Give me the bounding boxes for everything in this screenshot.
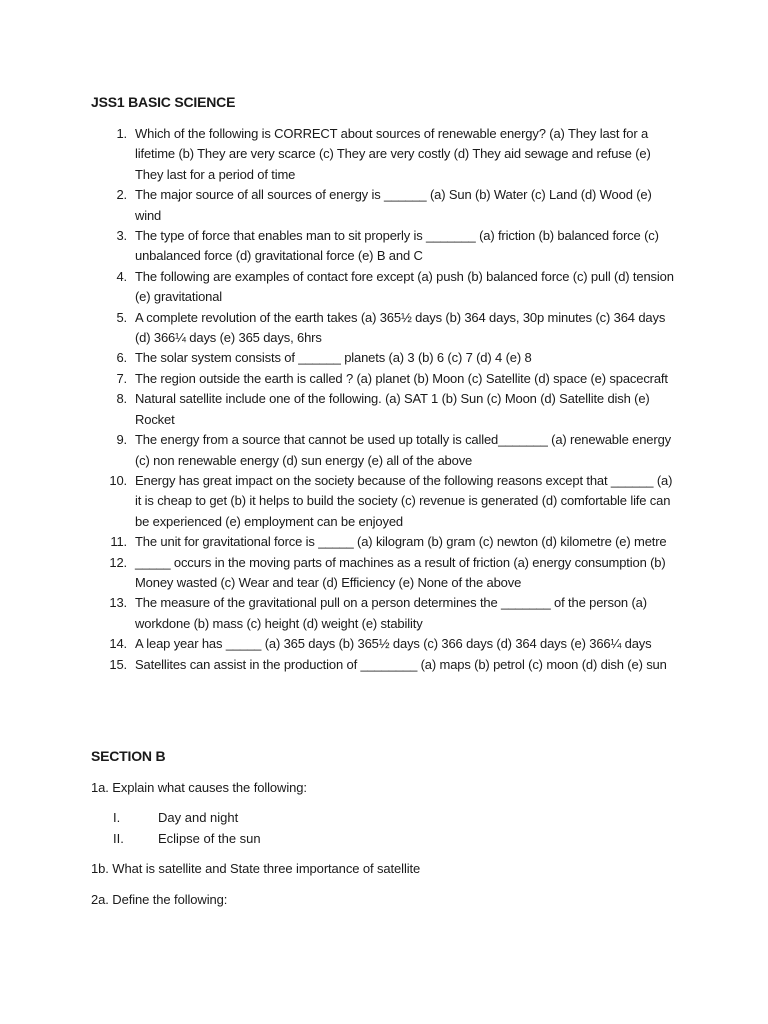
question-text: The region outside the earth is called ? (a) planet (b) Moon (c) Satellite (d) space (e) spacecraft: [135, 370, 668, 386]
question-number: 8.: [116, 391, 127, 407]
question-text: Which of the following is CORRECT about sources of renewable energy? (a) They last for a lifetime (b) They are very scarce (c) They are very costly (d) They aid sewage and refuse (e) They last for a period of time: [135, 126, 651, 182]
question-item: [0, 634, 768, 654]
question-number: 5.: [116, 309, 127, 325]
section-b-heading: SECTION B: [91, 748, 166, 764]
question-item: [0, 308, 768, 349]
question-text: _____ occurs in the moving parts of machines as a result of friction (a) energy consumption (b) Money wasted (c) Wear and tear (d) Efficiency (e) None of the above: [135, 554, 666, 590]
question-item: [0, 655, 768, 675]
question-2a: 2a. Define the following:: [91, 892, 228, 907]
question-number: 3.: [116, 228, 127, 244]
question-1a: 1a. Explain what causes the following:: [91, 780, 307, 795]
question-number: 15.: [109, 656, 127, 672]
question-item: [0, 532, 768, 552]
question-item: [0, 593, 768, 634]
question-item: [0, 267, 768, 308]
question-item: [0, 369, 768, 389]
question-text: A complete revolution of the earth takes (a) 365½ days (b) 364 days, 30p minutes (c) 364 days (d) 366¼ days (e) 365 days, 6hrs: [135, 309, 666, 346]
question-item: [0, 124, 768, 185]
objective-questions-list: [0, 124, 768, 675]
question-number: 9.: [116, 432, 127, 448]
question-text: The unit for gravitational force is _____ (a) kilogram (b) gram (c) newton (d) kilometre (e) metre: [135, 534, 667, 550]
roman-numeral: II.: [113, 831, 124, 846]
question-number: 12.: [109, 554, 127, 570]
roman-item-text: Day and night: [158, 810, 239, 825]
question-item: [0, 430, 768, 471]
question-item: [0, 226, 768, 267]
question-number: 14.: [109, 636, 127, 652]
document-title: JSS1 BASIC SCIENCE: [91, 94, 236, 110]
question-number: 4.: [116, 268, 127, 284]
roman-numeral: I.: [113, 810, 121, 825]
question-number: 6.: [116, 350, 127, 366]
question-number: 2.: [116, 187, 127, 203]
question-text: The type of force that enables man to sit properly is _______ (a) friction (b) balanced force (c) unbalanced force (d) gravitational force (e) B and C: [135, 228, 659, 264]
question-text: Energy has great impact on the society because of the following reasons except that ______ (a) it is cheap to get (b) it helps to build the society (c) revenue is generated (d) comfortable life can be experienced (e) employment can be enjoyed: [135, 472, 673, 529]
question-text: Natural satellite include one of the following. (a) SAT 1 (b) Sun (c) Moon (d) Satellite dish (e) Rocket: [135, 391, 650, 427]
question-item: [0, 471, 768, 532]
question-number: 13.: [109, 595, 127, 611]
question-number: 7.: [116, 370, 127, 386]
question-item: [0, 389, 768, 430]
question-text: The following are examples of contact fore except (a) push (b) balanced force (c) pull (d) tension (e) gravitational: [135, 268, 674, 305]
question-text: The measure of the gravitational pull on a person determines the _______ of the person (a) workdone (b) mass (c) height (d) weight (e) stability: [135, 595, 647, 631]
question-number: 11.: [110, 534, 127, 550]
question-text: The major source of all sources of energy is ______ (a) Sun (b) Water (c) Land (d) Wood (e) wind: [135, 187, 652, 223]
roman-item-text: Eclipse of the sun: [158, 831, 261, 846]
question-item: [0, 348, 768, 368]
question-item: [0, 553, 768, 594]
question-text: The energy from a source that cannot be used up totally is called_______ (a) renewable energy (c) non renewable energy (d) sun energy (e) all of the above: [135, 432, 671, 468]
question-number: 10.: [109, 472, 127, 488]
question-item: [0, 185, 768, 226]
question-text: Satellites can assist in the production of ________ (a) maps (b) petrol (c) moon (d) dish (e) sun: [135, 656, 667, 672]
question-text: A leap year has _____ (a) 365 days (b) 365½ days (c) 366 days (d) 364 days (e) 366¼ days: [135, 636, 652, 652]
question-number: 1.: [116, 126, 127, 141]
question-1b: 1b. What is satellite and State three importance of satellite: [91, 861, 421, 876]
question-text: The solar system consists of ______ planets (a) 3 (b) 6 (c) 7 (d) 4 (e) 8: [135, 350, 532, 366]
